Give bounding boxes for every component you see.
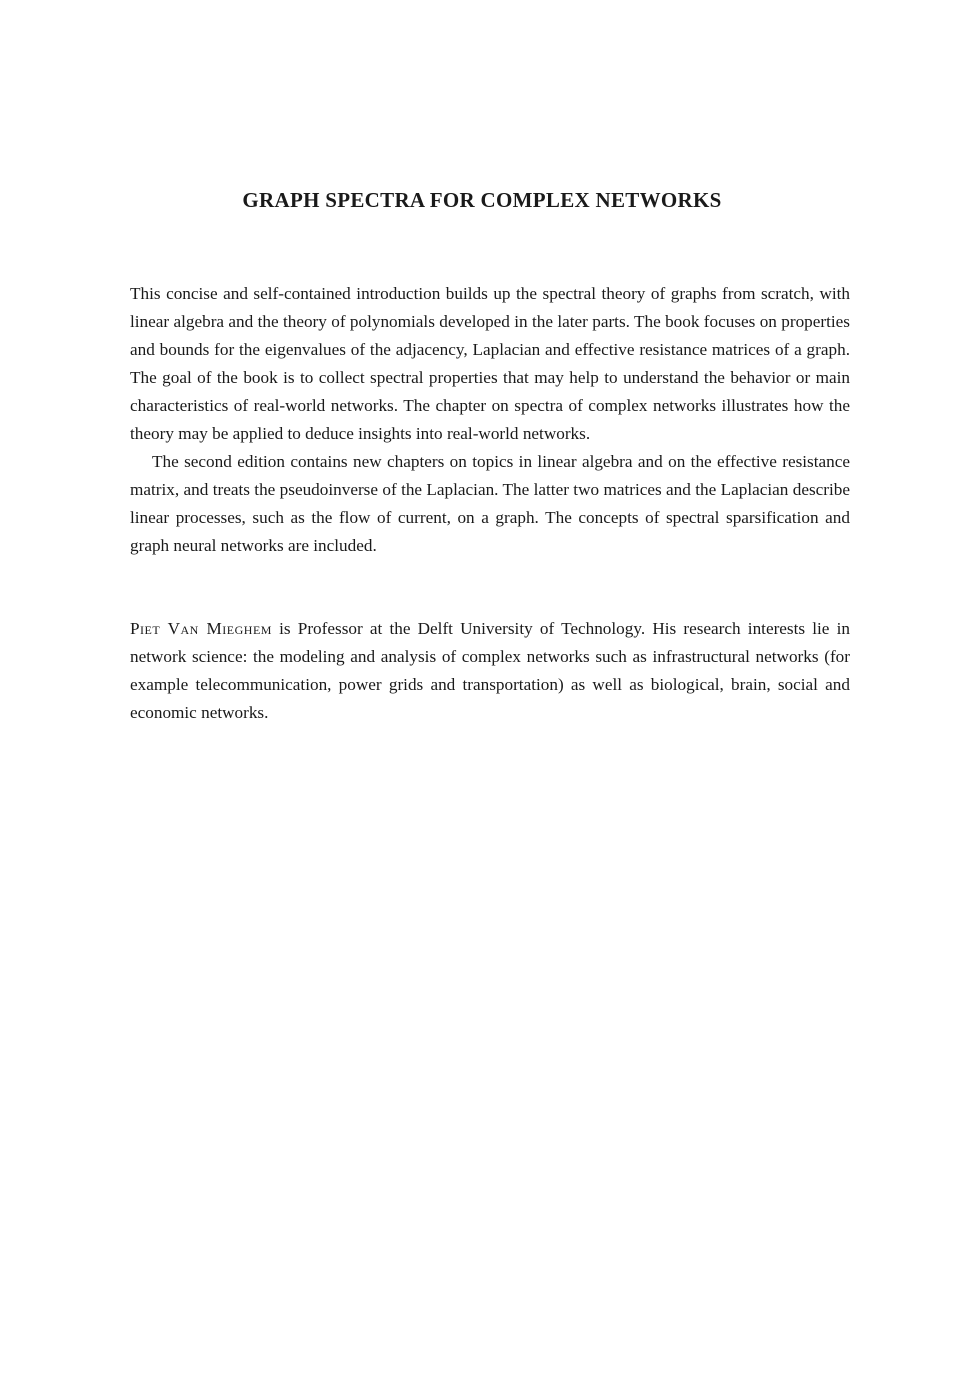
author-bio-text: is Professor at the Delft University of Technology. His research interests lie in network science: the modeling and analysis of complex networks such as infrastructural networks (for example telecommunication, power grids and transportation) as well as biological, brain, social and economic networks. xyxy=(130,619,850,722)
page-title: GRAPH SPECTRA FOR COMPLEX NETWORKS xyxy=(242,188,722,213)
author-name: Piet Van Mieghem xyxy=(130,619,272,638)
book-description xyxy=(130,280,850,560)
author-bio-paragraph xyxy=(130,615,850,727)
description-paragraph-2: The second edition contains new chapters on topics in linear algebra and on the effective resistance matrix, and treats the pseudoinverse of the Laplacian. The latter two matrices and the Laplacian describe linear processes, such as the flow of current, on a graph. The concepts of spectral sparsification and graph neural networks are included. xyxy=(130,452,850,555)
author-bio xyxy=(130,615,850,727)
description-paragraph-1: This concise and self-contained introduction builds up the spectral theory of graphs from scratch, with linear algebra and the theory of polynomials developed in the later parts. The book focuses on properties and bounds for the eigenvalues of the adjacency, Laplacian and effective resistance matrices of a graph. The goal of the book is to collect spectral properties that may help to understand the behavior or main characteristics of real-world networks. The chapter on spectra of complex networks illustrates how the theory may be applied to deduce insights into real-world networks. xyxy=(130,284,850,443)
